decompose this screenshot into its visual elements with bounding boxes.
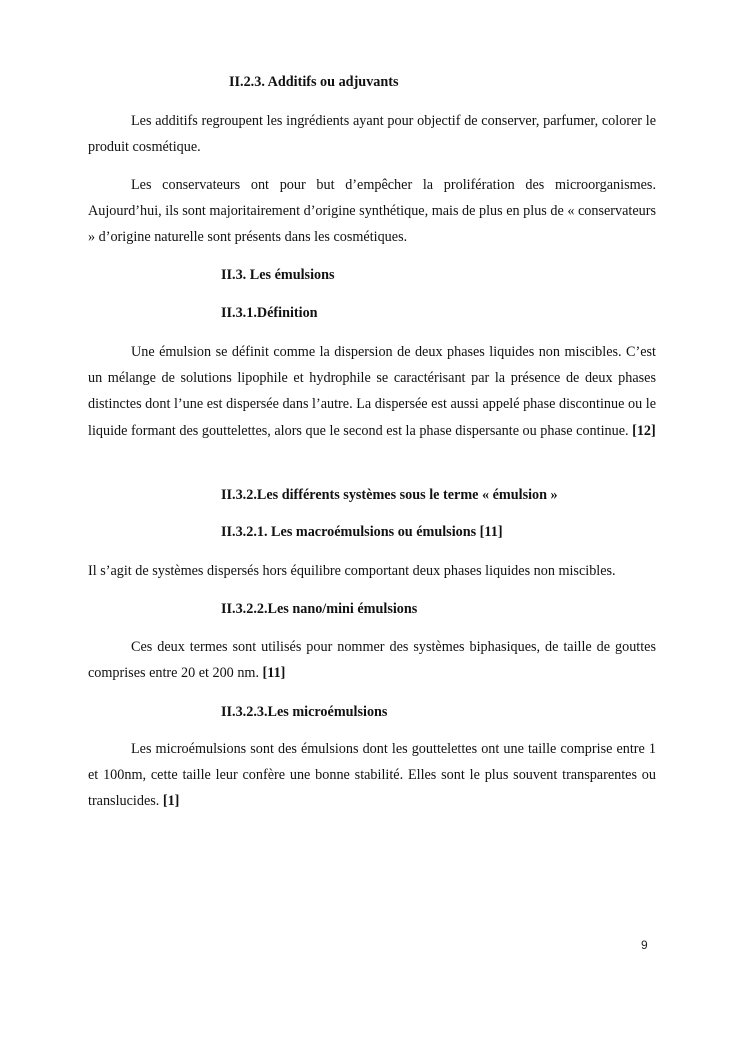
section-heading-emulsions: II.3. Les émulsions — [221, 267, 335, 283]
paragraph-microemulsions — [88, 736, 656, 815]
citation-ref: [1] — [162, 793, 180, 810]
paragraph-macroemulsions: Il s’agit de systèmes dispersés hors équilibre comportant deux phases liquides non miscibles. — [88, 563, 616, 579]
section-heading-nano: II.3.2.2.Les nano/mini émulsions — [221, 601, 418, 617]
paragraph-additifs-2: Les conservateurs ont pour but d’empêcher la prolifération des microorganismes. Aujourd’hui, ils sont majoritairement d’origine synthétique, mais de plus en plus de « conservateurs » d’origine naturelle sont présents dans les cosmétiques. — [88, 177, 656, 246]
citation-ref: [12] — [632, 422, 656, 439]
paragraph-definition-text: Une émulsion se définit comme la dispersion de deux phases liquides non miscibles. C’est un mélange de solutions lipophile et hydrophile se caractérisant par la présence de deux phases distinctes dont l’une est dispersée dans l’autre. La dispersée est aussi appelé phase discontinue ou le liquide formant des gouttelettes, alors que le second est la phase dispersante ou phase continue. — [88, 344, 656, 439]
paragraph-nano — [88, 634, 656, 686]
paragraph-microemulsions-text: Les microémulsions sont des émulsions dont les gouttelettes ont une taille comprise entre 1 et 100nm, cette taille leur confère une bonne stabilité. Elles sont le plus souvent transparentes ou translucides. — [88, 741, 656, 810]
section-heading-microemulsions: II.3.2.3.Les microémulsions — [221, 704, 388, 720]
paragraph-nano-text: Ces deux termes sont utilisés pour nommer des systèmes biphasiques, de taille de gouttes comprises entre 20 et 200 nm. — [88, 639, 656, 682]
paragraph-definition — [88, 339, 656, 444]
page-number: 9 — [641, 938, 648, 952]
section-heading-macroemulsions: II.3.2.1. Les macroémulsions ou émulsions [11] — [221, 524, 503, 540]
section-heading-additifs: II.2.3. Additifs ou adjuvants — [229, 74, 399, 90]
section-heading-definition: II.3.1.Définition — [221, 305, 318, 321]
section-heading-systemes: II.3.2.Les différents systèmes sous le terme « émulsion » — [221, 487, 558, 503]
paragraph-additifs-1: Les additifs regroupent les ingrédients ayant pour objectif de conserver, parfumer, colorer le produit cosmétique. — [88, 113, 656, 156]
citation-ref: [11] — [262, 665, 286, 682]
